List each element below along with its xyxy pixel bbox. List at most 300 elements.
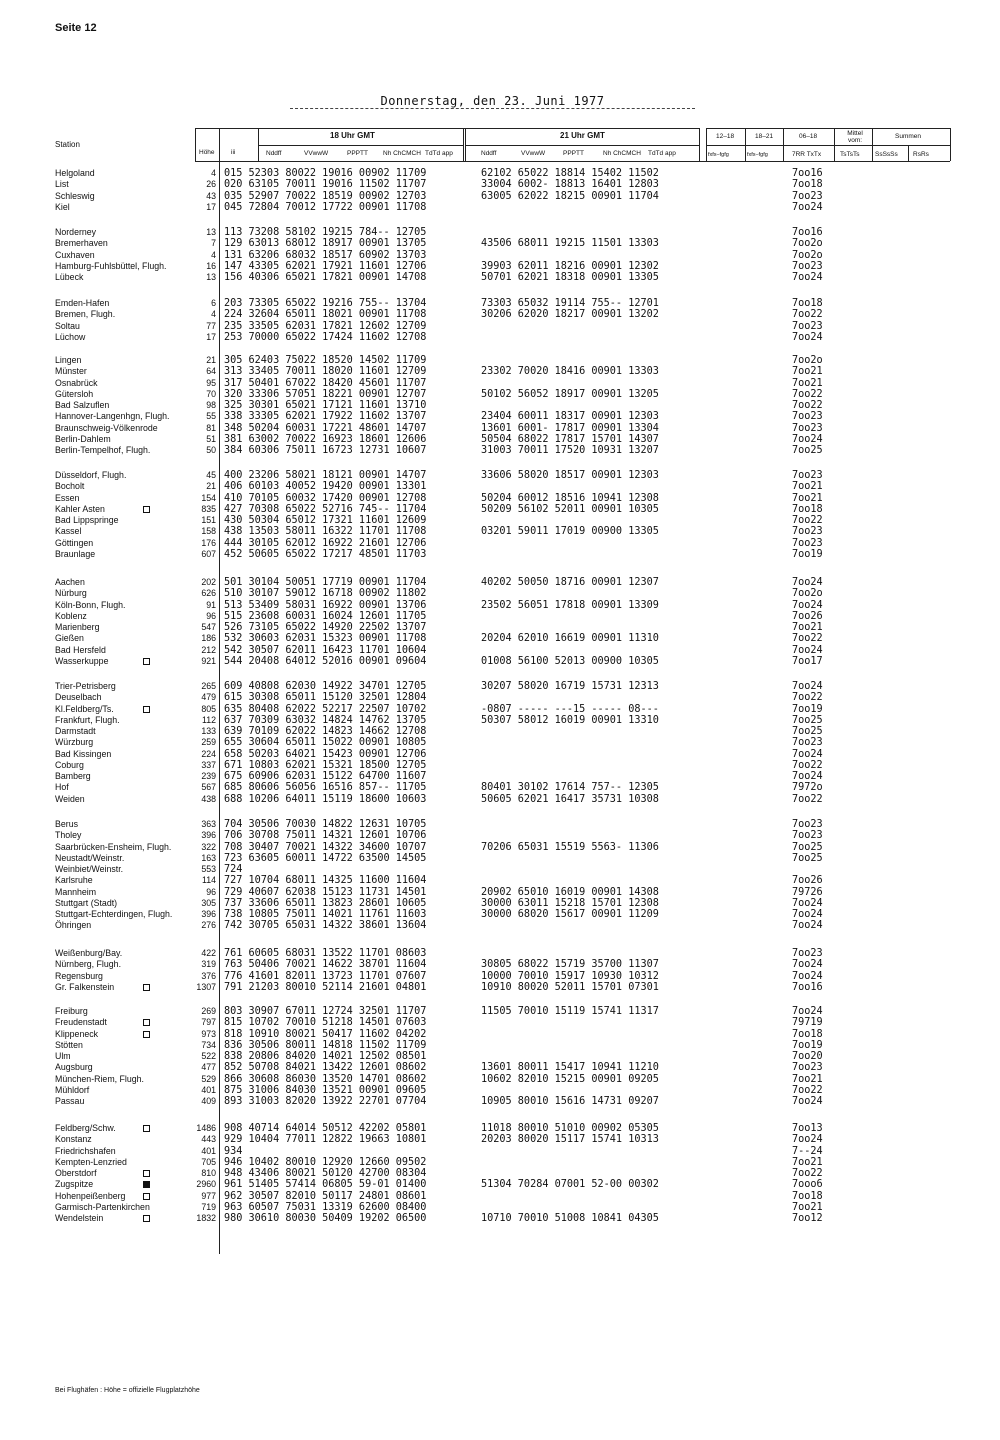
station-name: Tholey — [55, 830, 82, 841]
obs-21-gmt: 11018 80010 51010 00902 05305 — [481, 1123, 659, 1134]
mittel-value: 7oo16 — [792, 168, 823, 179]
open-square-icon — [143, 706, 150, 713]
table-row — [0, 1062, 1000, 1073]
obs-18-gmt: 791 21203 80010 52114 21601 04801 — [224, 981, 427, 993]
station-name: Kiel — [55, 201, 70, 212]
station-height: 96 — [206, 610, 216, 621]
station-height: 797 — [201, 1017, 216, 1028]
mittel-value: 7oo24 — [792, 970, 823, 982]
mittel-value: 7oo19 — [792, 1039, 823, 1051]
station-height: 401 — [201, 1084, 216, 1095]
station-name: Düsseldorf, Flugh. — [55, 470, 127, 480]
table-row — [0, 577, 1000, 588]
table-row — [0, 1179, 1000, 1190]
obs-21-gmt: 50605 62021 16417 35731 10308 — [481, 793, 659, 805]
table-row — [0, 771, 1000, 782]
mittel-value: 7oo23 — [792, 190, 823, 202]
obs-18-gmt: 963 60507 75031 13319 62600 08400 — [224, 1201, 427, 1213]
mittel-value: 7oo25 — [792, 852, 823, 864]
table-row — [0, 470, 1000, 481]
table-row — [0, 920, 1000, 931]
obs-18-gmt: 729 40607 62038 15123 11731 14501 — [224, 886, 427, 898]
obs-18-gmt: 738 10805 75011 14021 11761 11603 — [224, 909, 427, 920]
mittel-value: 7oo23 — [792, 526, 823, 538]
station-height: 522 — [201, 1051, 216, 1061]
table-row — [0, 726, 1000, 737]
station-name: Bremerhaven — [55, 238, 108, 249]
mittel-value: 7oo24 — [792, 771, 823, 782]
col21-nddff: Nddff — [481, 150, 497, 157]
station-height: 438 — [201, 793, 216, 804]
station-header: Station — [55, 140, 80, 149]
obs-18-gmt: 501 30104 50051 17719 00901 11704 — [224, 577, 427, 588]
station-name: Marienberg — [55, 622, 100, 632]
mittel-value: 7oo18 — [792, 298, 823, 309]
table-row — [0, 971, 1000, 982]
mittel-value: 7oo23 — [792, 1062, 823, 1074]
mittel-value: 79726 — [792, 886, 823, 898]
station-height: 363 — [201, 819, 216, 829]
station-name: Soltau — [55, 320, 80, 331]
period-12-18: 12–18 — [716, 133, 735, 140]
mittel-value: 7oo24 — [792, 644, 823, 656]
obs-18-gmt: 776 41601 82011 13723 11701 07607 — [224, 970, 427, 982]
station-height: 91 — [206, 599, 216, 610]
col18-pppt: PPPTT — [347, 150, 368, 157]
table-row — [0, 321, 1000, 332]
station-name: Nürnberg, Flugh. — [55, 959, 122, 970]
station-name: Frankfurt, Flugh. — [55, 714, 120, 725]
obs-21-gmt: 10602 82010 15215 00901 09205 — [481, 1073, 659, 1085]
station-name: Lübeck — [55, 272, 84, 282]
mittel-value: 7oo21 — [792, 377, 823, 389]
table-row — [0, 272, 1000, 283]
station-height: 973 — [201, 1028, 216, 1039]
mittel-value: 7oo24 — [792, 959, 823, 971]
open-square-icon — [143, 1125, 150, 1132]
mittel-value: 7oo22 — [792, 1084, 823, 1096]
obs-18-gmt: 348 50204 60031 17221 48601 14707 — [224, 422, 427, 434]
station-name: Koblenz — [55, 610, 87, 621]
station-name: Köln-Bonn, Flugh. — [55, 599, 126, 610]
table-row — [0, 645, 1000, 656]
table-row — [0, 1146, 1000, 1157]
obs-21-gmt: 30207 58020 16719 15731 12313 — [481, 681, 659, 692]
obs-18-gmt: 671 10803 62021 15321 18500 12705 — [224, 759, 427, 771]
obs-18-gmt: 129 63013 68012 18917 00901 13705 — [224, 238, 427, 250]
obs-18-gmt: 637 70309 63032 14824 14762 13705 — [224, 714, 427, 726]
mittel-value: 7oo26 — [792, 610, 823, 622]
station-name: Münster — [55, 366, 87, 377]
station-name: Weiden — [55, 793, 85, 804]
station-name: Coburg — [55, 759, 84, 770]
station-name: Lingen — [55, 355, 82, 365]
iii-header: iii — [231, 149, 236, 156]
station-height: 13 — [206, 227, 216, 237]
table-row — [0, 692, 1000, 703]
mittel-value: 7oo24 — [792, 897, 823, 909]
station-name: Norderney — [55, 227, 97, 237]
station-height: 835 — [201, 503, 216, 514]
obs-18-gmt: 893 31003 82020 13922 22701 07704 — [224, 1096, 427, 1107]
mittel-value: 7oo22 — [792, 793, 823, 805]
obs-18-gmt: 706 30708 75011 14321 12601 10706 — [224, 830, 427, 842]
table-row — [0, 355, 1000, 366]
obs-18-gmt: 962 30507 82010 50117 24801 08601 — [224, 1190, 427, 1202]
mittel-value: 7oo25 — [792, 445, 823, 456]
obs-21-gmt: 33004 6002- 18813 16401 12803 — [481, 179, 659, 191]
station-name: Zugspitze — [55, 1179, 94, 1190]
station-name: Nürburg — [55, 588, 87, 599]
obs-21-gmt: 20203 80020 15117 15741 10313 — [481, 1134, 659, 1146]
station-name: Bad Lippspringe — [55, 515, 119, 525]
station-name: Saarbrücken-Ensheim, Flugh. — [55, 841, 172, 852]
station-height: 6 — [211, 298, 216, 308]
station-height: 158 — [201, 526, 216, 537]
station-name: Emden-Hafen — [55, 298, 110, 308]
time18-header: 18 Uhr GMT — [330, 131, 375, 140]
mittel-value: 7oo22 — [792, 388, 823, 400]
mittel-value: 7oo2o — [792, 588, 823, 600]
table-row — [0, 309, 1000, 320]
station-height: 186 — [201, 633, 216, 644]
obs-18-gmt: 452 50605 65022 17217 48501 11703 — [224, 548, 427, 560]
obs-18-gmt: 305 62403 75022 18520 14502 11709 — [224, 355, 427, 366]
mittel-value: 7oo12 — [792, 1213, 823, 1224]
table-row — [0, 515, 1000, 526]
table-row — [0, 782, 1000, 793]
open-square-icon — [143, 506, 150, 513]
station-name: Mühldorf — [55, 1084, 90, 1095]
obs-21-gmt: 03201 59011 17019 00900 13305 — [481, 526, 659, 538]
station-height: 477 — [201, 1062, 216, 1073]
obs-21-gmt: 50204 60012 18516 10941 12308 — [481, 492, 659, 504]
obs-21-gmt: 43506 68011 19215 11501 13303 — [481, 238, 659, 250]
obs-21-gmt: 30000 63011 15218 15701 12308 — [481, 897, 659, 909]
station-height: 409 — [201, 1096, 216, 1106]
table-row — [0, 819, 1000, 830]
station-name: Gießen — [55, 633, 84, 644]
obs-18-gmt: 444 30105 62012 16922 21601 12706 — [224, 537, 427, 549]
station-height: 396 — [201, 909, 216, 919]
table-row — [0, 202, 1000, 213]
obs-18-gmt: 338 33305 62021 17922 11602 13707 — [224, 411, 427, 423]
station-name: Gütersloh — [55, 388, 94, 399]
station-height: 26 — [206, 179, 216, 190]
footnote: Bei Flughäfen : Höhe = offizielle Flugplatzhöhe — [55, 1387, 200, 1394]
station-name: Helgoland — [55, 168, 95, 178]
period-18-21: 18–21 — [755, 133, 774, 140]
obs-18-gmt: 685 80606 56056 16516 857-- 11705 — [224, 782, 427, 794]
obs-18-gmt: 655 30604 65011 15022 00901 10805 — [224, 737, 427, 749]
obs-18-gmt: 317 50401 67022 18420 45601 11707 — [224, 377, 427, 389]
obs-21-gmt: 30805 68022 15719 35700 11307 — [481, 959, 659, 971]
obs-18-gmt: 438 13503 58011 16322 11701 11708 — [224, 526, 427, 538]
table-row — [0, 366, 1000, 377]
table-row — [0, 504, 1000, 515]
obs-18-gmt: 253 70000 65022 17424 11602 12708 — [224, 331, 427, 343]
table-row — [0, 1123, 1000, 1134]
open-square-icon — [143, 1215, 150, 1222]
obs-18-gmt: 934 — [224, 1145, 243, 1157]
table-row — [0, 1006, 1000, 1017]
open-square-icon — [143, 658, 150, 665]
table-row — [0, 493, 1000, 504]
station-height: 1307 — [196, 981, 216, 992]
table-row — [0, 1157, 1000, 1168]
station-name: Kahler Asten — [55, 503, 105, 514]
station-height: 7 — [211, 238, 216, 249]
station-height: 529 — [201, 1073, 216, 1084]
station-name: Osnabrück — [55, 377, 98, 388]
station-height: 553 — [201, 864, 216, 874]
station-height: 13 — [206, 272, 216, 282]
mittel-value: 7oo18 — [792, 1190, 823, 1202]
station-height: 422 — [201, 948, 216, 958]
station-name: Weißenburg/Bay. — [55, 948, 123, 958]
obs-18-gmt: 704 30506 70030 14822 12631 10705 — [224, 819, 427, 830]
obs-21-gmt: 20902 65010 16019 00901 14308 — [481, 886, 659, 898]
mittel-value: 7oo23 — [792, 948, 823, 959]
station-name: Berus — [55, 819, 78, 829]
mittel-value: 7oo22 — [792, 309, 823, 321]
gust-col-2: fxfx–fgfg — [747, 152, 768, 158]
station-height: 151 — [201, 515, 216, 525]
station-name: Klippeneck — [55, 1028, 99, 1039]
mittel-value: 7oo20 — [792, 1051, 823, 1062]
period-06-18: 06–18 — [799, 133, 818, 140]
time21-header: 21 Uhr GMT — [560, 131, 605, 140]
station-height: 96 — [206, 886, 216, 897]
table-row — [0, 864, 1000, 875]
obs-18-gmt: 430 50304 65012 17321 11601 12609 — [224, 515, 427, 526]
table-row — [0, 830, 1000, 841]
table-row — [0, 1029, 1000, 1040]
obs-21-gmt: 62102 65022 18814 15402 11502 — [481, 168, 659, 179]
mittel-value: 7oo13 — [792, 1123, 823, 1134]
obs-18-gmt: 313 33405 70011 18020 11601 12709 — [224, 366, 427, 378]
mittel-value: 7oo24 — [792, 920, 823, 932]
station-name: Darmstadt — [55, 726, 96, 736]
station-height: 45 — [206, 470, 216, 480]
mittel-value: 7oo21 — [792, 481, 823, 493]
mittel-value: 7oo23 — [792, 830, 823, 842]
table-row — [0, 622, 1000, 633]
station-name: Gr. Falkenstein — [55, 981, 115, 992]
station-height: 70 — [206, 388, 216, 399]
station-height: 337 — [201, 759, 216, 770]
obs-18-gmt: 836 30506 80011 14818 11502 11709 — [224, 1039, 427, 1051]
obs-18-gmt: 980 30610 80030 50409 19202 06500 — [224, 1213, 427, 1224]
mittel-value: 7oo23 — [792, 320, 823, 332]
station-height: 396 — [201, 830, 216, 841]
obs-21-gmt: 23404 60011 18317 00901 12303 — [481, 411, 659, 423]
obs-18-gmt: 035 52907 70022 18519 00902 12703 — [224, 190, 427, 202]
mittel-value: 7oo24 — [792, 681, 823, 692]
table-row — [0, 681, 1000, 692]
mittel-value: 7oo21 — [792, 492, 823, 504]
mittel-value: 7oo24 — [792, 599, 823, 611]
station-name: Bocholt — [55, 481, 85, 492]
station-height: 154 — [201, 492, 216, 503]
obs-18-gmt: 948 43406 80021 50120 42700 08304 — [224, 1168, 427, 1179]
mittel-value: 7oo2o — [792, 249, 823, 261]
table-row — [0, 538, 1000, 549]
gust-col-1: fxfx–fgfg — [708, 152, 729, 158]
table-row — [0, 1168, 1000, 1179]
station-height: 269 — [201, 1006, 216, 1016]
station-name: Öhringen — [55, 920, 92, 931]
station-name: Neustadt/Weinstr. — [55, 852, 125, 863]
mittel-value: 7oo24 — [792, 577, 823, 588]
obs-18-gmt: 515 23608 60031 16024 12601 11705 — [224, 610, 427, 622]
obs-21-gmt: 50504 68022 17817 15701 14307 — [481, 433, 659, 445]
obs-18-gmt: 737 33606 65011 13823 28601 10605 — [224, 897, 427, 909]
obs-18-gmt: 742 30705 65031 14322 38601 13604 — [224, 920, 427, 932]
obs-21-gmt: -0807 ----- ---15 ----- 08--- — [481, 703, 659, 715]
mittel-value: 7oo22 — [792, 633, 823, 645]
table-row — [0, 600, 1000, 611]
mittel-value: 7oo22 — [792, 515, 823, 526]
obs-21-gmt: 30206 62020 18217 00901 13202 — [481, 309, 659, 321]
table-row — [0, 227, 1000, 238]
station-name: Wendelstein — [55, 1213, 104, 1223]
obs-21-gmt: 51304 70284 07001 52-00 00302 — [481, 1179, 659, 1191]
obs-18-gmt: 147 43305 62021 17921 11601 12706 — [224, 260, 427, 272]
station-name: Hof — [55, 782, 69, 793]
mittel-value: 7oo21 — [792, 1073, 823, 1085]
mittel-value: 7oo21 — [792, 1201, 823, 1213]
table-row — [0, 238, 1000, 249]
table-row — [0, 1040, 1000, 1051]
station-height: 64 — [206, 366, 216, 377]
open-square-icon — [143, 1170, 150, 1177]
station-height: 163 — [201, 852, 216, 863]
station-height: 55 — [206, 411, 216, 422]
page-number: Seite 12 — [55, 22, 97, 34]
table-row — [0, 948, 1000, 959]
obs-18-gmt: 727 10704 68011 14325 11600 11604 — [224, 875, 427, 887]
obs-21-gmt: 50307 58012 16019 00901 13310 — [481, 714, 659, 726]
table-row — [0, 481, 1000, 492]
station-height: 21 — [206, 355, 216, 365]
mittel-value: 7oo18 — [792, 503, 823, 515]
station-height: 81 — [206, 422, 216, 433]
obs-21-gmt: 23302 70020 18416 00901 13303 — [481, 366, 659, 378]
obs-18-gmt: 526 73105 65022 14920 22502 13707 — [224, 622, 427, 633]
obs-18-gmt: 866 30608 86030 13520 14701 08602 — [224, 1073, 427, 1085]
mittel-value: 7oo23 — [792, 422, 823, 434]
station-height: 239 — [201, 771, 216, 781]
obs-18-gmt: 946 10402 80010 12920 12660 09502 — [224, 1156, 427, 1168]
table-row — [0, 1134, 1000, 1145]
station-name: Schleswig — [55, 190, 95, 201]
mittel-value: 7oo21 — [792, 1156, 823, 1168]
obs-18-gmt: 708 30407 70021 14322 34600 10707 — [224, 841, 427, 853]
table-row — [0, 760, 1000, 771]
station-name: Kl.Feldberg/Ts. — [55, 703, 114, 714]
table-row — [0, 853, 1000, 864]
station-name: München-Riem, Flugh. — [55, 1073, 144, 1084]
mittel-value: 7oo23 — [792, 260, 823, 272]
obs-18-gmt: 761 60605 68031 13522 11701 08603 — [224, 948, 427, 959]
station-height: 319 — [201, 959, 216, 970]
obs-18-gmt: 020 63105 70011 19016 11502 11707 — [224, 179, 427, 191]
table-row — [0, 250, 1000, 261]
obs-18-gmt: 838 20806 84020 14021 12502 08501 — [224, 1051, 427, 1062]
mittel-value: 7oo24 — [792, 909, 823, 920]
summen-header: Summen — [895, 133, 922, 140]
table-row — [0, 1074, 1000, 1085]
obs-21-gmt: 63005 62022 18215 00901 11704 — [481, 190, 659, 202]
open-square-icon — [143, 1019, 150, 1026]
station-name: Bad Hersfeld — [55, 644, 106, 655]
obs-18-gmt: 400 23206 58021 18121 00901 14707 — [224, 470, 427, 481]
obs-21-gmt: 40202 50050 18716 00901 12307 — [481, 577, 659, 588]
station-name: Berlin-Dahlem — [55, 433, 111, 444]
station-height: 17 — [206, 201, 216, 212]
table-row — [0, 400, 1000, 411]
station-name: Augsburg — [55, 1062, 93, 1073]
mittel-value: 7oo24 — [792, 1006, 823, 1017]
obs-18-gmt: 203 73305 65022 19216 755-- 13704 — [224, 298, 427, 309]
table-row — [0, 389, 1000, 400]
table-row — [0, 434, 1000, 445]
obs-18-gmt: 320 33306 57051 18221 00901 12707 — [224, 388, 427, 400]
table-row — [0, 526, 1000, 537]
table-row — [0, 1096, 1000, 1107]
station-name: Stötten — [55, 1039, 83, 1050]
mittel-value: 7oo18 — [792, 1028, 823, 1040]
station-name: Trier-Petrisberg — [55, 681, 116, 691]
open-square-icon — [143, 1031, 150, 1038]
table-row — [0, 982, 1000, 993]
table-row — [0, 378, 1000, 389]
station-name: Karlsruhe — [55, 875, 93, 886]
table-row — [0, 898, 1000, 909]
obs-18-gmt: 658 50203 64021 15423 00901 12706 — [224, 748, 427, 760]
obs-21-gmt: 10000 70010 15917 10930 10312 — [481, 970, 659, 982]
mittel-value: 7ooo6 — [792, 1179, 823, 1191]
obs-18-gmt: 427 70308 65022 52716 745-- 11704 — [224, 503, 427, 515]
obs-18-gmt: 131 63206 68032 18517 60902 13703 — [224, 249, 427, 261]
mittel-value: 7oo26 — [792, 875, 823, 887]
mittel-value: 7oo22 — [792, 400, 823, 411]
obs-21-gmt: 50102 56052 18917 00901 13205 — [481, 388, 659, 400]
station-height: 114 — [201, 875, 216, 886]
mittel-value: 7oo2o — [792, 238, 823, 250]
mittel-value: 7oo19 — [792, 703, 823, 715]
station-height: 176 — [201, 537, 216, 548]
obs-18-gmt: 381 63002 70022 16923 18601 12606 — [224, 433, 427, 445]
station-height: 626 — [201, 588, 216, 599]
station-name: Konstanz — [55, 1134, 92, 1145]
obs-18-gmt: 852 50708 84021 13422 12601 08602 — [224, 1062, 427, 1074]
obs-21-gmt: 10910 80020 52011 15701 07301 — [481, 981, 659, 993]
obs-18-gmt: 724 — [224, 864, 243, 875]
station-height: 547 — [201, 622, 216, 632]
station-height: 921 — [201, 655, 216, 666]
table-row — [0, 411, 1000, 422]
station-height: 322 — [201, 841, 216, 852]
station-height: 95 — [206, 377, 216, 388]
mittel-value: 7oo23 — [792, 470, 823, 481]
table-row — [0, 749, 1000, 760]
station-name: Regensburg — [55, 970, 103, 981]
station-name: Lüchow — [55, 331, 86, 342]
obs-18-gmt: 615 30308 65011 15120 32501 12804 — [224, 692, 427, 704]
table-row — [0, 1085, 1000, 1096]
